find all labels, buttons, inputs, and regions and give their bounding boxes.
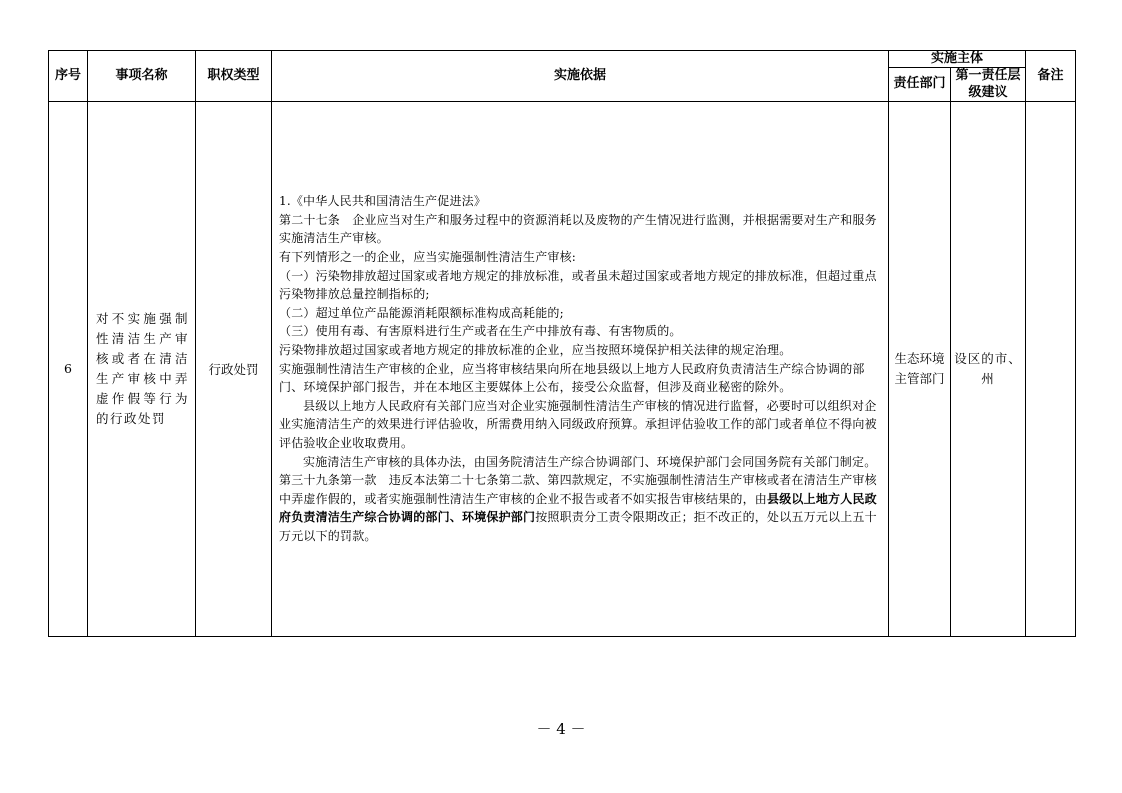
basis-para: 实施强制性清洁生产审核的企业，应当将审核结果向所在地县级以上地方人民政府负责清洁生产综合协调的部门、环境保护部门报告，并在本地区主要媒体上公布，接受公众监督，但涉及商业秘密的除外。 xyxy=(279,361,865,395)
header-subject: 实施主体 xyxy=(889,51,1026,68)
header-responsible-dept: 责任部门 xyxy=(889,68,951,102)
basis-para: 县级以上地方人民政府有关部门应当对企业实施强制性清洁生产审核的情况进行监督，必要时可以组织对企业实施清洁生产的效果进行评估验收，所需费用纳入同级政府预算。承担评估验收工作的部门或者单位不得向被评估验收企业收取费用。 xyxy=(279,398,877,450)
basis-para: 有下列情形之一的企业，应当实施强制性清洁生产审核: xyxy=(279,250,577,265)
basis-para: 污染物排放超过国家或者地方规定的排放标准的企业，应当按照环境保护相关法律的规定治理。 xyxy=(279,342,792,357)
basis-art39 xyxy=(279,471,881,545)
row-first-level: 设区的市、州 xyxy=(951,101,1026,636)
header-remarks: 备注 xyxy=(1026,51,1076,102)
header-power-type: 职权类型 xyxy=(196,51,272,102)
row-responsible-dept: 生态环境主管部门 xyxy=(889,101,951,636)
header-item-name: 事项名称 xyxy=(88,51,196,102)
basis-para: （二）超过单位产品能源消耗限额标准构成高耗能的; xyxy=(279,305,564,320)
enforcement-table xyxy=(48,50,1076,637)
basis-art39-pre: 第三十九条第一款 违反本法第二十七条第二款、第四款规定，不实施强制性清洁生产审核或者在清洁生产审核中弄虚作假的，或者实施强制性清洁生产审核的企业不报告或者不如实报告审核结果的，由 xyxy=(279,473,877,506)
table-row xyxy=(49,101,1076,636)
basis-para: 实施清洁生产审核的具体办法，由国务院清洁生产综合协调部门、环境保护部门会同国务院有关部门制定。 xyxy=(303,454,877,469)
row-item-name: 对不实施强制性清洁生产审核或者在清洁生产审核中弄虚作假等行为的行政处罚 xyxy=(88,101,196,636)
basis-para: （一）污染物排放超过国家或者地方规定的排放标准，或者虽未超过国家或者地方规定的排放标准，但超过重点污染物排放总量控制指标的; xyxy=(279,268,877,302)
basis-law-title: 1.《中华人民共和国清洁生产促进法》 xyxy=(279,194,487,209)
header-seq: 序号 xyxy=(49,51,88,102)
page-number: － 4 － xyxy=(536,720,586,738)
row-basis xyxy=(272,101,889,636)
basis-para: （三）使用有毒、有害原料进行生产或者在生产中排放有毒、有害物质的。 xyxy=(279,324,682,339)
basis-art39-bold: 县级以上地方人民政府负责清洁生产综合协调的部门、环境保护部门 xyxy=(279,491,877,525)
header-basis: 实施依据 xyxy=(272,51,889,102)
basis-art27: 第二十七条 企业应当对生产和服务过程中的资源消耗以及废物的产生情况进行监测，并根据需要对生产和服务实施清洁生产审核。 xyxy=(279,212,877,246)
row-seq: 6 xyxy=(49,101,88,636)
row-remarks xyxy=(1026,101,1076,636)
header-first-level: 第一责任层级建议 xyxy=(951,68,1026,102)
basis-art39-post: 按照职责分工责令限期改正；拒不改正的，处以五万元以上五十万元以下的罚款。 xyxy=(279,510,877,543)
header-row-top xyxy=(49,51,1076,68)
row-power-type: 行政处罚 xyxy=(196,101,272,636)
